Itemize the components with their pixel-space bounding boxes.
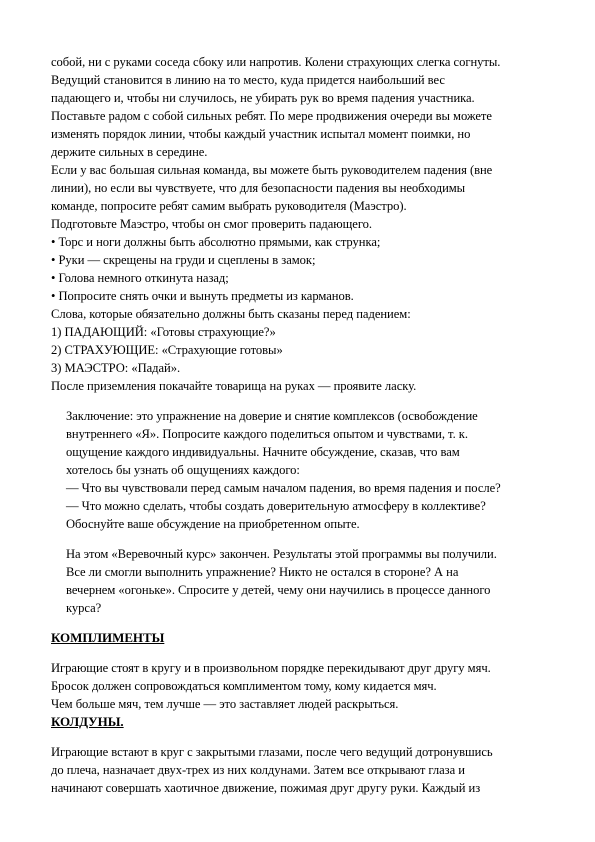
text-line: хотелось бы узнать об ощущениях каждого: (66, 463, 300, 477)
text-line: После приземления покачайте товарища на руках — проявите ласку. (51, 379, 417, 393)
text-line: линии), но если вы чувствуете, что для безопасности падения вы необходимы (51, 181, 466, 195)
bullet-item: • Торс и ноги должны быть абсолютно прямыми, как струнка; (51, 235, 381, 249)
text-line: начинают совершать хаотичное движение, пожимая друг другу руки. Каждый из (51, 781, 481, 795)
text-line: Ведущий становится в линию на то место, куда придется наибольший вес (51, 73, 445, 87)
text-line: — Что можно сделать, чтобы создать доверительную атмосферу в коллективе? (66, 499, 486, 513)
text-line: Заключение: это упражнение на доверие и снятие комплексов (освобождение (66, 409, 478, 423)
text-line: Подготовьте Маэстро, чтобы он смог проверить падающего. (51, 217, 372, 231)
text-line: На этом «Веревочный курс» закончен. Результаты этой программы вы получили. (66, 547, 497, 561)
text-line: Слова, которые обязательно должны быть сказаны перед падением: (51, 307, 411, 321)
text-line: Если у вас большая сильная команда, вы можете быть руководителем падения (вне (51, 163, 493, 177)
text-line: ощущение каждого индивидуальны. Начните обсуждение, сказав, что вам (66, 445, 460, 459)
bullet-item: • Голова немного откинута назад; (51, 271, 229, 285)
text-line: Играющие стоят в кругу и в произвольном порядке перекидывают друг другу мяч. (51, 661, 491, 675)
text-line: держите сильных в середине. (51, 145, 208, 159)
text-line: Обоснуйте ваше обсуждение на приобретенном опыте. (66, 517, 360, 531)
text-line: курса? (66, 601, 102, 615)
text-line: собой, ни с руками соседа сбоку или напротив. Колени страхующих слегка согнуты. (51, 55, 501, 69)
text-line: Поставьте радом с собой сильных ребят. По мере продвижения очереди вы можете (51, 109, 492, 123)
text-line: внутреннего «Я». Попросите каждого поделиться опытом и чувствами, т. к. (66, 427, 468, 441)
text-line: — Что вы чувствовали перед самым началом падения, во время падения и после? (66, 481, 501, 495)
text-line: вечернем «огоньке». Спросите у детей, чему они научились в процессе данного (66, 583, 491, 597)
text-line: до плеча, назначает двух-трех из них колдунами. Затем все открывают глаза и (51, 763, 465, 777)
text-line: падающего и, чтобы ни случилось, не убирать рук во время падения участника. (51, 91, 475, 105)
text-line: Играющие встают в круг с закрытыми глазами, после чего ведущий дотронувшись (51, 745, 493, 759)
section-heading: КОМПЛИМЕНТЫ (51, 630, 165, 645)
text-line: Чем больше мяч, тем лучше — это заставляет людей раскрыться. (51, 697, 399, 711)
numbered-item: 3) МАЭСТРО: «Падай». (51, 361, 181, 375)
text-line: Все ли смогли выполнить упражнение? Никто не остался в стороне? А на (66, 565, 459, 579)
numbered-item: 1) ПАДАЮЩИЙ: «Готовы страхующие?» (51, 325, 276, 339)
text-line: Бросок должен сопровождаться комплиментом тому, кому кидается мяч. (51, 679, 437, 693)
bullet-item: • Руки — скрещены на груди и сцеплены в замок; (51, 253, 316, 267)
text-line: изменять порядок линии, чтобы каждый участник испытал момент поимки, но (51, 127, 471, 141)
text-line: команде, попросите ребят самим выбрать руководителя (Маэстро). (51, 199, 407, 213)
bullet-item: • Попросите снять очки и вынуть предметы из карманов. (51, 289, 354, 303)
section-heading: КОЛДУНЫ. (51, 714, 124, 729)
numbered-item: 2) СТРАХУЮЩИЕ: «Страхующие готовы» (51, 343, 283, 357)
